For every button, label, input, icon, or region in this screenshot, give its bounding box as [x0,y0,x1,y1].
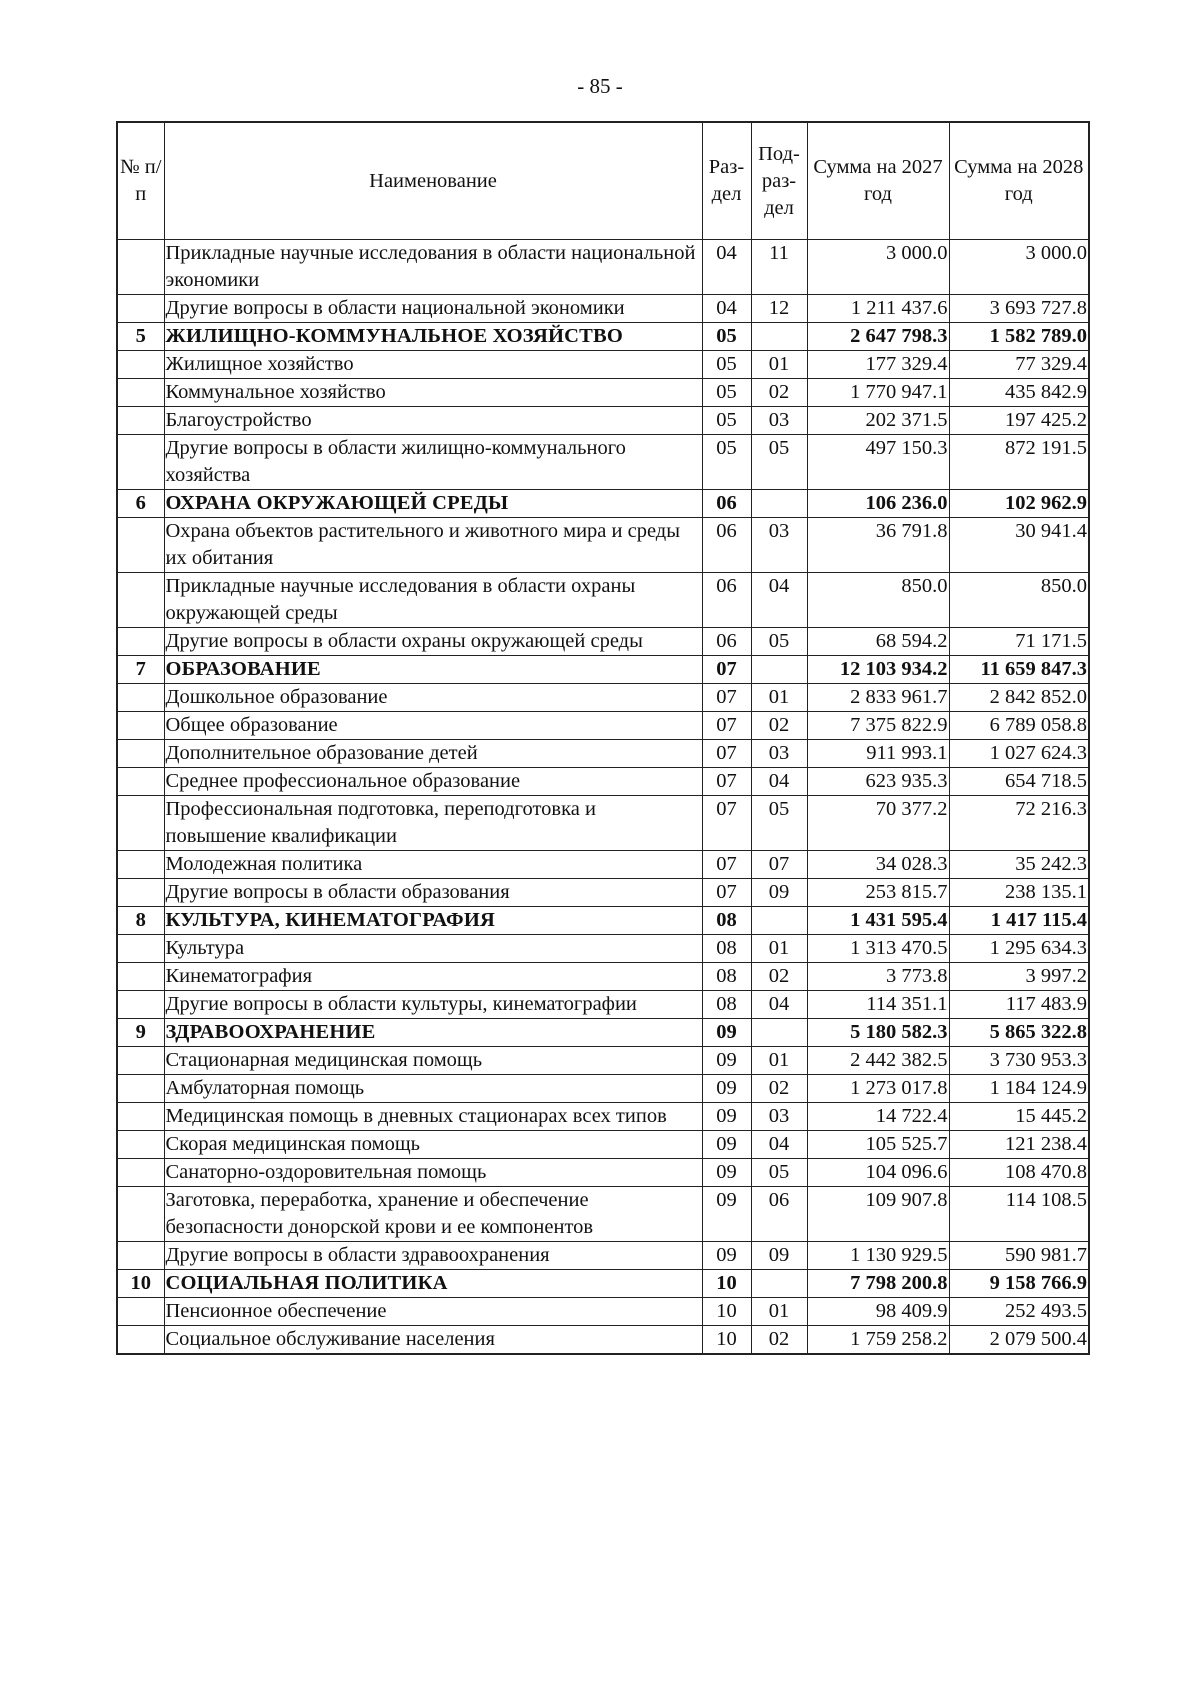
row-sum-2028: 197 425.2 [949,407,1089,435]
row-number: 10 [117,1270,164,1298]
row-name: Медицинская помощь в дневных стационарах всех типов [164,1103,702,1131]
row-sum-2028: 238 135.1 [949,879,1089,907]
row-name: ЗДРАВООХРАНЕНИЕ [164,1019,702,1047]
row-sum-2028: 72 216.3 [949,796,1089,851]
row-name: Молодежная политика [164,851,702,879]
row-number [117,1103,164,1131]
row-number [117,935,164,963]
row-sum-2028: 1 417 115.4 [949,907,1089,935]
row-sum-2028: 2 079 500.4 [949,1326,1089,1355]
row-sum-2027: 70 377.2 [807,796,949,851]
row-subsection-code: 02 [751,379,807,407]
header-subsection: Под-раз-дел [751,122,807,240]
row-name: Социальное обслуживание населения [164,1326,702,1355]
table-row [117,851,1089,879]
row-sum-2027: 14 722.4 [807,1103,949,1131]
row-number [117,628,164,656]
row-sum-2027: 109 907.8 [807,1187,949,1242]
row-name: Стационарная медицинская помощь [164,1047,702,1075]
row-section-code: 09 [702,1242,751,1270]
table-row-section-total [117,490,1089,518]
table-row [117,518,1089,573]
table-row [117,1047,1089,1075]
row-name: Другие вопросы в области национальной экономики [164,295,702,323]
header-sum-2027: Сумма на 2027 год [807,122,949,240]
row-subsection-code: 02 [751,1326,807,1355]
row-section-code: 04 [702,295,751,323]
row-subsection-code [751,323,807,351]
row-sum-2027: 1 770 947.1 [807,379,949,407]
row-sum-2028: 850.0 [949,573,1089,628]
row-number [117,768,164,796]
row-subsection-code: 09 [751,1242,807,1270]
row-number [117,407,164,435]
row-name: Другие вопросы в области охраны окружающей среды [164,628,702,656]
row-name: ЖИЛИЩНО-КОММУНАЛЬНОЕ ХОЗЯЙСТВО [164,323,702,351]
row-sum-2027: 104 096.6 [807,1159,949,1187]
row-subsection-code: 09 [751,879,807,907]
row-sum-2028: 435 842.9 [949,379,1089,407]
table-row [117,351,1089,379]
row-sum-2028: 6 789 058.8 [949,712,1089,740]
table-row [117,740,1089,768]
row-subsection-code: 03 [751,518,807,573]
row-sum-2028: 3 997.2 [949,963,1089,991]
row-sum-2028: 114 108.5 [949,1187,1089,1242]
row-sum-2027: 1 130 929.5 [807,1242,949,1270]
row-sum-2028: 35 242.3 [949,851,1089,879]
table-row-section-total [117,1270,1089,1298]
row-number: 6 [117,490,164,518]
table-row-section-total [117,1019,1089,1047]
row-sum-2027: 1 211 437.6 [807,295,949,323]
row-number [117,295,164,323]
row-section-code: 07 [702,768,751,796]
row-number [117,879,164,907]
row-section-code: 09 [702,1019,751,1047]
row-sum-2028: 121 238.4 [949,1131,1089,1159]
row-sum-2027: 5 180 582.3 [807,1019,949,1047]
row-sum-2027: 3 773.8 [807,963,949,991]
row-subsection-code: 01 [751,351,807,379]
row-subsection-code [751,907,807,935]
row-name: Пенсионное обеспечение [164,1298,702,1326]
row-section-code: 05 [702,407,751,435]
row-name: Другие вопросы в области культуры, кинематографии [164,991,702,1019]
row-name: Другие вопросы в области образования [164,879,702,907]
row-sum-2028: 3 000.0 [949,240,1089,295]
table-row [117,1326,1089,1355]
row-name: Амбулаторная помощь [164,1075,702,1103]
row-name: Охрана объектов растительного и животного мира и среды их обитания [164,518,702,573]
row-number [117,573,164,628]
row-name: Дошкольное образование [164,684,702,712]
row-sum-2027: 106 236.0 [807,490,949,518]
row-subsection-code: 03 [751,740,807,768]
row-sum-2027: 253 815.7 [807,879,949,907]
row-number [117,240,164,295]
row-section-code: 09 [702,1103,751,1131]
row-sum-2028: 15 445.2 [949,1103,1089,1131]
row-number [117,435,164,490]
row-subsection-code: 03 [751,407,807,435]
row-sum-2028: 654 718.5 [949,768,1089,796]
table-row [117,768,1089,796]
header-num: № п/п [117,122,164,240]
row-sum-2028: 1 027 624.3 [949,740,1089,768]
row-subsection-code: 06 [751,1187,807,1242]
row-subsection-code: 12 [751,295,807,323]
row-section-code: 08 [702,935,751,963]
row-name: Коммунальное хозяйство [164,379,702,407]
row-name: Жилищное хозяйство [164,351,702,379]
row-sum-2028: 102 962.9 [949,490,1089,518]
table-row-section-total [117,656,1089,684]
table-row [117,1187,1089,1242]
table-row-section-total [117,323,1089,351]
row-section-code: 07 [702,851,751,879]
table-row [117,879,1089,907]
row-name: СОЦИАЛЬНАЯ ПОЛИТИКА [164,1270,702,1298]
row-sum-2028: 9 158 766.9 [949,1270,1089,1298]
row-sum-2028: 1 184 124.9 [949,1075,1089,1103]
row-name: ОХРАНА ОКРУЖАЮЩЕЙ СРЕДЫ [164,490,702,518]
row-name: Заготовка, переработка, хранение и обеспечение безопасности донорской крови и ее компонентов [164,1187,702,1242]
row-sum-2027: 68 594.2 [807,628,949,656]
row-subsection-code [751,1270,807,1298]
row-section-code: 09 [702,1187,751,1242]
row-name: Культура [164,935,702,963]
header-row [117,122,1089,240]
row-sum-2027: 114 351.1 [807,991,949,1019]
row-number [117,351,164,379]
row-section-code: 07 [702,712,751,740]
row-section-code: 06 [702,628,751,656]
table-row [117,407,1089,435]
row-subsection-code: 01 [751,684,807,712]
page-number: - 85 - [577,74,623,98]
row-number [117,1242,164,1270]
row-sum-2027: 1 759 258.2 [807,1326,949,1355]
row-sum-2027: 177 329.4 [807,351,949,379]
row-name: Общее образование [164,712,702,740]
row-number: 9 [117,1019,164,1047]
row-sum-2027: 34 028.3 [807,851,949,879]
row-sum-2027: 36 791.8 [807,518,949,573]
table-row [117,295,1089,323]
row-section-code: 08 [702,907,751,935]
row-number [117,1075,164,1103]
row-number [117,1047,164,1075]
row-sum-2027: 2 833 961.7 [807,684,949,712]
row-number: 8 [117,907,164,935]
row-section-code: 10 [702,1270,751,1298]
table-row [117,1159,1089,1187]
row-name: Среднее профессиональное образование [164,768,702,796]
row-subsection-code: 05 [751,1159,807,1187]
row-sum-2027: 7 375 822.9 [807,712,949,740]
row-number: 5 [117,323,164,351]
row-number: 7 [117,656,164,684]
table-body [117,240,1089,1355]
row-sum-2028: 3 693 727.8 [949,295,1089,323]
row-sum-2028: 590 981.7 [949,1242,1089,1270]
row-subsection-code [751,1019,807,1047]
row-name: Санаторно-оздоровительная помощь [164,1159,702,1187]
row-subsection-code [751,490,807,518]
row-section-code: 09 [702,1131,751,1159]
row-sum-2027: 7 798 200.8 [807,1270,949,1298]
row-section-code: 06 [702,518,751,573]
row-number [117,851,164,879]
row-sum-2027: 1 431 595.4 [807,907,949,935]
row-section-code: 05 [702,323,751,351]
row-subsection-code: 04 [751,1131,807,1159]
row-sum-2027: 2 647 798.3 [807,323,949,351]
row-number [117,712,164,740]
row-name: КУЛЬТУРА, КИНЕМАТОГРАФИЯ [164,907,702,935]
row-subsection-code: 01 [751,1298,807,1326]
table-row-section-total [117,907,1089,935]
table-header [117,122,1089,240]
row-number [117,379,164,407]
row-subsection-code: 11 [751,240,807,295]
table-row [117,573,1089,628]
row-section-code: 09 [702,1159,751,1187]
header-sum-2028: Сумма на 2028 год [949,122,1089,240]
row-section-code: 07 [702,684,751,712]
table-row [117,991,1089,1019]
row-number [117,991,164,1019]
row-number [117,1298,164,1326]
row-sum-2028: 2 842 852.0 [949,684,1089,712]
row-section-code: 07 [702,740,751,768]
row-sum-2028: 252 493.5 [949,1298,1089,1326]
row-name: Прикладные научные исследования в области национальной экономики [164,240,702,295]
row-sum-2028: 5 865 322.8 [949,1019,1089,1047]
row-name: Дополнительное образование детей [164,740,702,768]
row-subsection-code: 02 [751,963,807,991]
row-number [117,740,164,768]
row-sum-2028: 77 329.4 [949,351,1089,379]
row-subsection-code: 04 [751,768,807,796]
row-name: Другие вопросы в области здравоохранения [164,1242,702,1270]
row-section-code: 05 [702,435,751,490]
row-sum-2028: 71 171.5 [949,628,1089,656]
row-number [117,1326,164,1355]
row-name: Скорая медицинская помощь [164,1131,702,1159]
row-section-code: 07 [702,656,751,684]
row-number [117,1159,164,1187]
row-sum-2027: 1 313 470.5 [807,935,949,963]
row-section-code: 07 [702,879,751,907]
row-sum-2028: 872 191.5 [949,435,1089,490]
header-name: Наименование [164,122,702,240]
row-section-code: 10 [702,1326,751,1355]
row-sum-2027: 497 150.3 [807,435,949,490]
row-subsection-code: 02 [751,712,807,740]
row-sum-2028: 117 483.9 [949,991,1089,1019]
row-section-code: 10 [702,1298,751,1326]
row-number [117,963,164,991]
row-sum-2027: 911 993.1 [807,740,949,768]
row-number [117,518,164,573]
row-section-code: 09 [702,1075,751,1103]
row-subsection-code: 01 [751,935,807,963]
row-sum-2027: 2 442 382.5 [807,1047,949,1075]
row-subsection-code: 05 [751,435,807,490]
row-sum-2027: 105 525.7 [807,1131,949,1159]
row-section-code: 05 [702,351,751,379]
row-name: Профессиональная подготовка, переподготовка и повышение квалификации [164,796,702,851]
row-subsection-code: 04 [751,573,807,628]
row-name: Благоустройство [164,407,702,435]
row-sum-2028: 30 941.4 [949,518,1089,573]
table-row [117,379,1089,407]
row-subsection-code: 04 [751,991,807,1019]
row-section-code: 06 [702,573,751,628]
row-subsection-code [751,656,807,684]
table-row [117,628,1089,656]
table-row [117,240,1089,295]
row-name: ОБРАЗОВАНИЕ [164,656,702,684]
row-sum-2028: 1 295 634.3 [949,935,1089,963]
row-subsection-code: 01 [751,1047,807,1075]
row-section-code: 04 [702,240,751,295]
row-sum-2027: 3 000.0 [807,240,949,295]
table-row [117,1075,1089,1103]
table-row [117,1103,1089,1131]
budget-table [116,121,1090,1355]
table-row [117,796,1089,851]
row-subsection-code: 02 [751,1075,807,1103]
table-row [117,1131,1089,1159]
table-row [117,684,1089,712]
row-number [117,1131,164,1159]
row-name: Кинематография [164,963,702,991]
row-subsection-code: 05 [751,796,807,851]
row-section-code: 08 [702,991,751,1019]
row-number [117,684,164,712]
row-sum-2027: 202 371.5 [807,407,949,435]
table-row [117,1298,1089,1326]
header-section: Раз-дел [702,122,751,240]
row-subsection-code: 05 [751,628,807,656]
row-number [117,1187,164,1242]
table-row [117,935,1089,963]
row-sum-2028: 3 730 953.3 [949,1047,1089,1075]
row-sum-2028: 11 659 847.3 [949,656,1089,684]
row-section-code: 09 [702,1047,751,1075]
row-name: Другие вопросы в области жилищно-коммунального хозяйства [164,435,702,490]
row-subsection-code: 07 [751,851,807,879]
row-sum-2027: 623 935.3 [807,768,949,796]
table-row [117,435,1089,490]
row-subsection-code: 03 [751,1103,807,1131]
row-section-code: 08 [702,963,751,991]
table-row [117,1242,1089,1270]
row-section-code: 07 [702,796,751,851]
row-sum-2027: 12 103 934.2 [807,656,949,684]
row-sum-2028: 1 582 789.0 [949,323,1089,351]
row-sum-2027: 850.0 [807,573,949,628]
row-number [117,796,164,851]
row-sum-2028: 108 470.8 [949,1159,1089,1187]
table-row [117,712,1089,740]
row-sum-2027: 1 273 017.8 [807,1075,949,1103]
row-section-code: 06 [702,490,751,518]
row-section-code: 05 [702,379,751,407]
row-name: Прикладные научные исследования в области охраны окружающей среды [164,573,702,628]
table-row [117,963,1089,991]
row-sum-2027: 98 409.9 [807,1298,949,1326]
